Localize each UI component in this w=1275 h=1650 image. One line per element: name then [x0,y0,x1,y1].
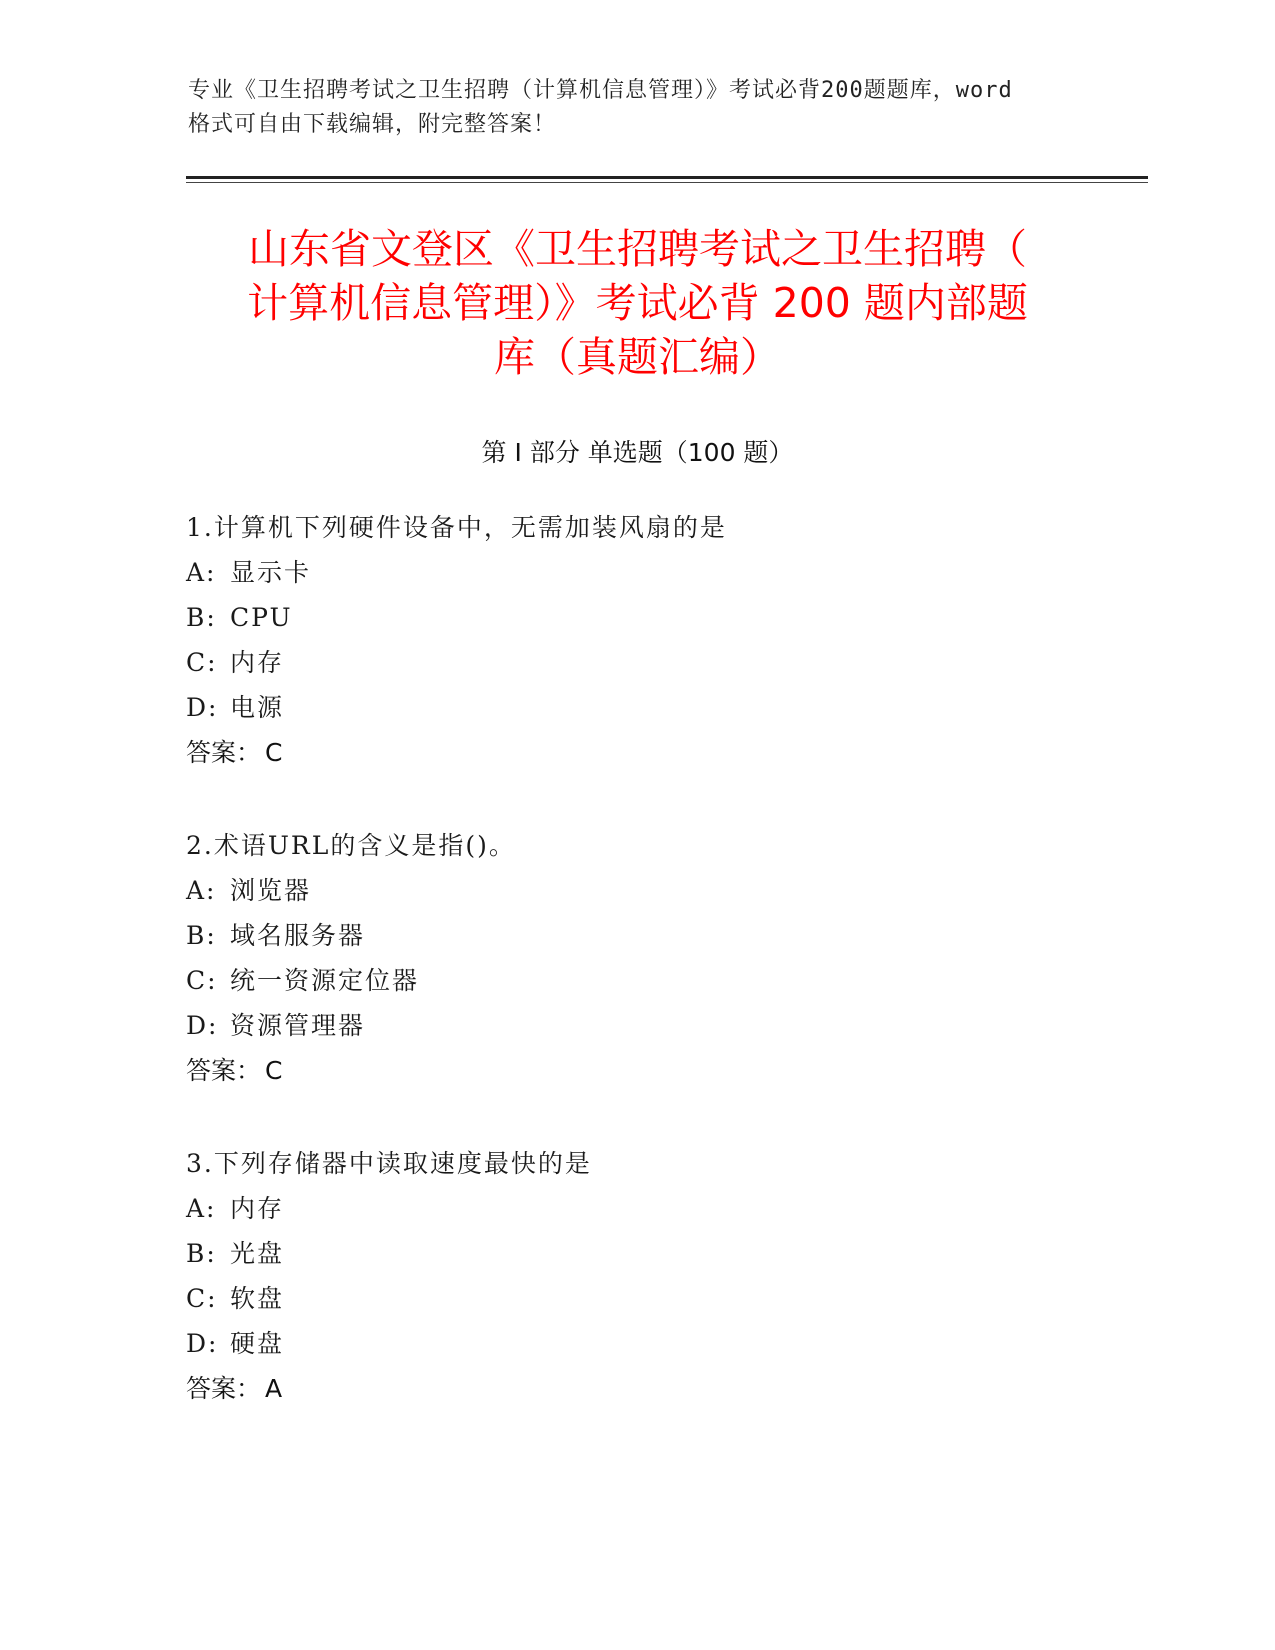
option-text: 软盘 [230,1284,285,1313]
option-text: 光盘 [230,1239,285,1268]
answer-label: 答案： [186,1056,262,1085]
option-text: 统一资源定位器 [230,966,420,995]
question-2 [186,823,1086,1093]
option-key: D: [186,1011,219,1040]
option-a [186,1186,1086,1231]
option-a [186,550,1086,595]
option-key: A: [186,1194,217,1223]
option-a [186,868,1086,913]
answer-line [186,1048,1086,1093]
option-c [186,1276,1086,1321]
option-key: D: [186,693,219,722]
option-key: B: [186,921,217,950]
option-key: D: [186,1329,219,1358]
answer-value: A [265,1374,283,1403]
option-b [186,595,1086,640]
option-c [186,640,1086,685]
question-1 [186,505,1086,775]
answer-value: C [265,738,283,767]
option-b [186,1231,1086,1276]
question-stem: 1.计算机下列硬件设备中，无需加装风扇的是 [186,513,727,542]
header-note-line-2: 格式可自由下载编辑，附完整答案！ [188,112,557,137]
option-key: A: [186,558,217,587]
answer-label: 答案： [186,738,262,767]
option-text: 浏览器 [230,876,312,905]
answer-value: C [265,1056,283,1085]
answer-label: 答案： [186,1374,262,1403]
option-text: 硬盘 [230,1329,285,1358]
option-d [186,1003,1086,1048]
option-c [186,958,1086,1003]
header-note-line-1: 专业《卫生招聘考试之卫生招聘（计算机信息管理）》考试必背200题题库，word [188,78,1013,103]
option-text: 内存 [230,1194,285,1223]
option-text: 域名服务器 [230,921,366,950]
question-stem: 3.下列存储器中读取速度最快的是 [186,1149,592,1178]
option-text: 资源管理器 [230,1011,366,1040]
document-title [140,222,1135,384]
answer-line [186,1366,1086,1411]
option-key: A: [186,876,217,905]
option-key: C: [186,648,218,677]
option-text: 电源 [230,693,285,722]
header-note [188,74,1088,142]
option-text: 显示卡 [230,558,312,587]
title-line-1: 山东省文登区《卫生招聘考试之卫生招聘（ [248,225,1027,273]
title-line-2: 计算机信息管理）》考试必背 200 题内部题 [247,279,1028,327]
answer-line [186,730,1086,775]
header-divider-thick [186,176,1148,179]
option-key: C: [186,966,218,995]
option-b [186,913,1086,958]
option-d [186,685,1086,730]
question-3 [186,1141,1086,1411]
option-text: CPU [230,603,293,632]
option-key: C: [186,1284,218,1313]
option-d [186,1321,1086,1366]
question-stem: 2.术语URL的含义是指()。 [186,831,516,860]
section-heading: 第 I 部分 单选题（100 题） [481,438,794,467]
title-line-3: 库（真题汇编） [494,333,781,381]
header-divider-thin [186,182,1148,183]
option-key: B: [186,603,217,632]
option-text: 内存 [230,648,285,677]
option-key: B: [186,1239,217,1268]
